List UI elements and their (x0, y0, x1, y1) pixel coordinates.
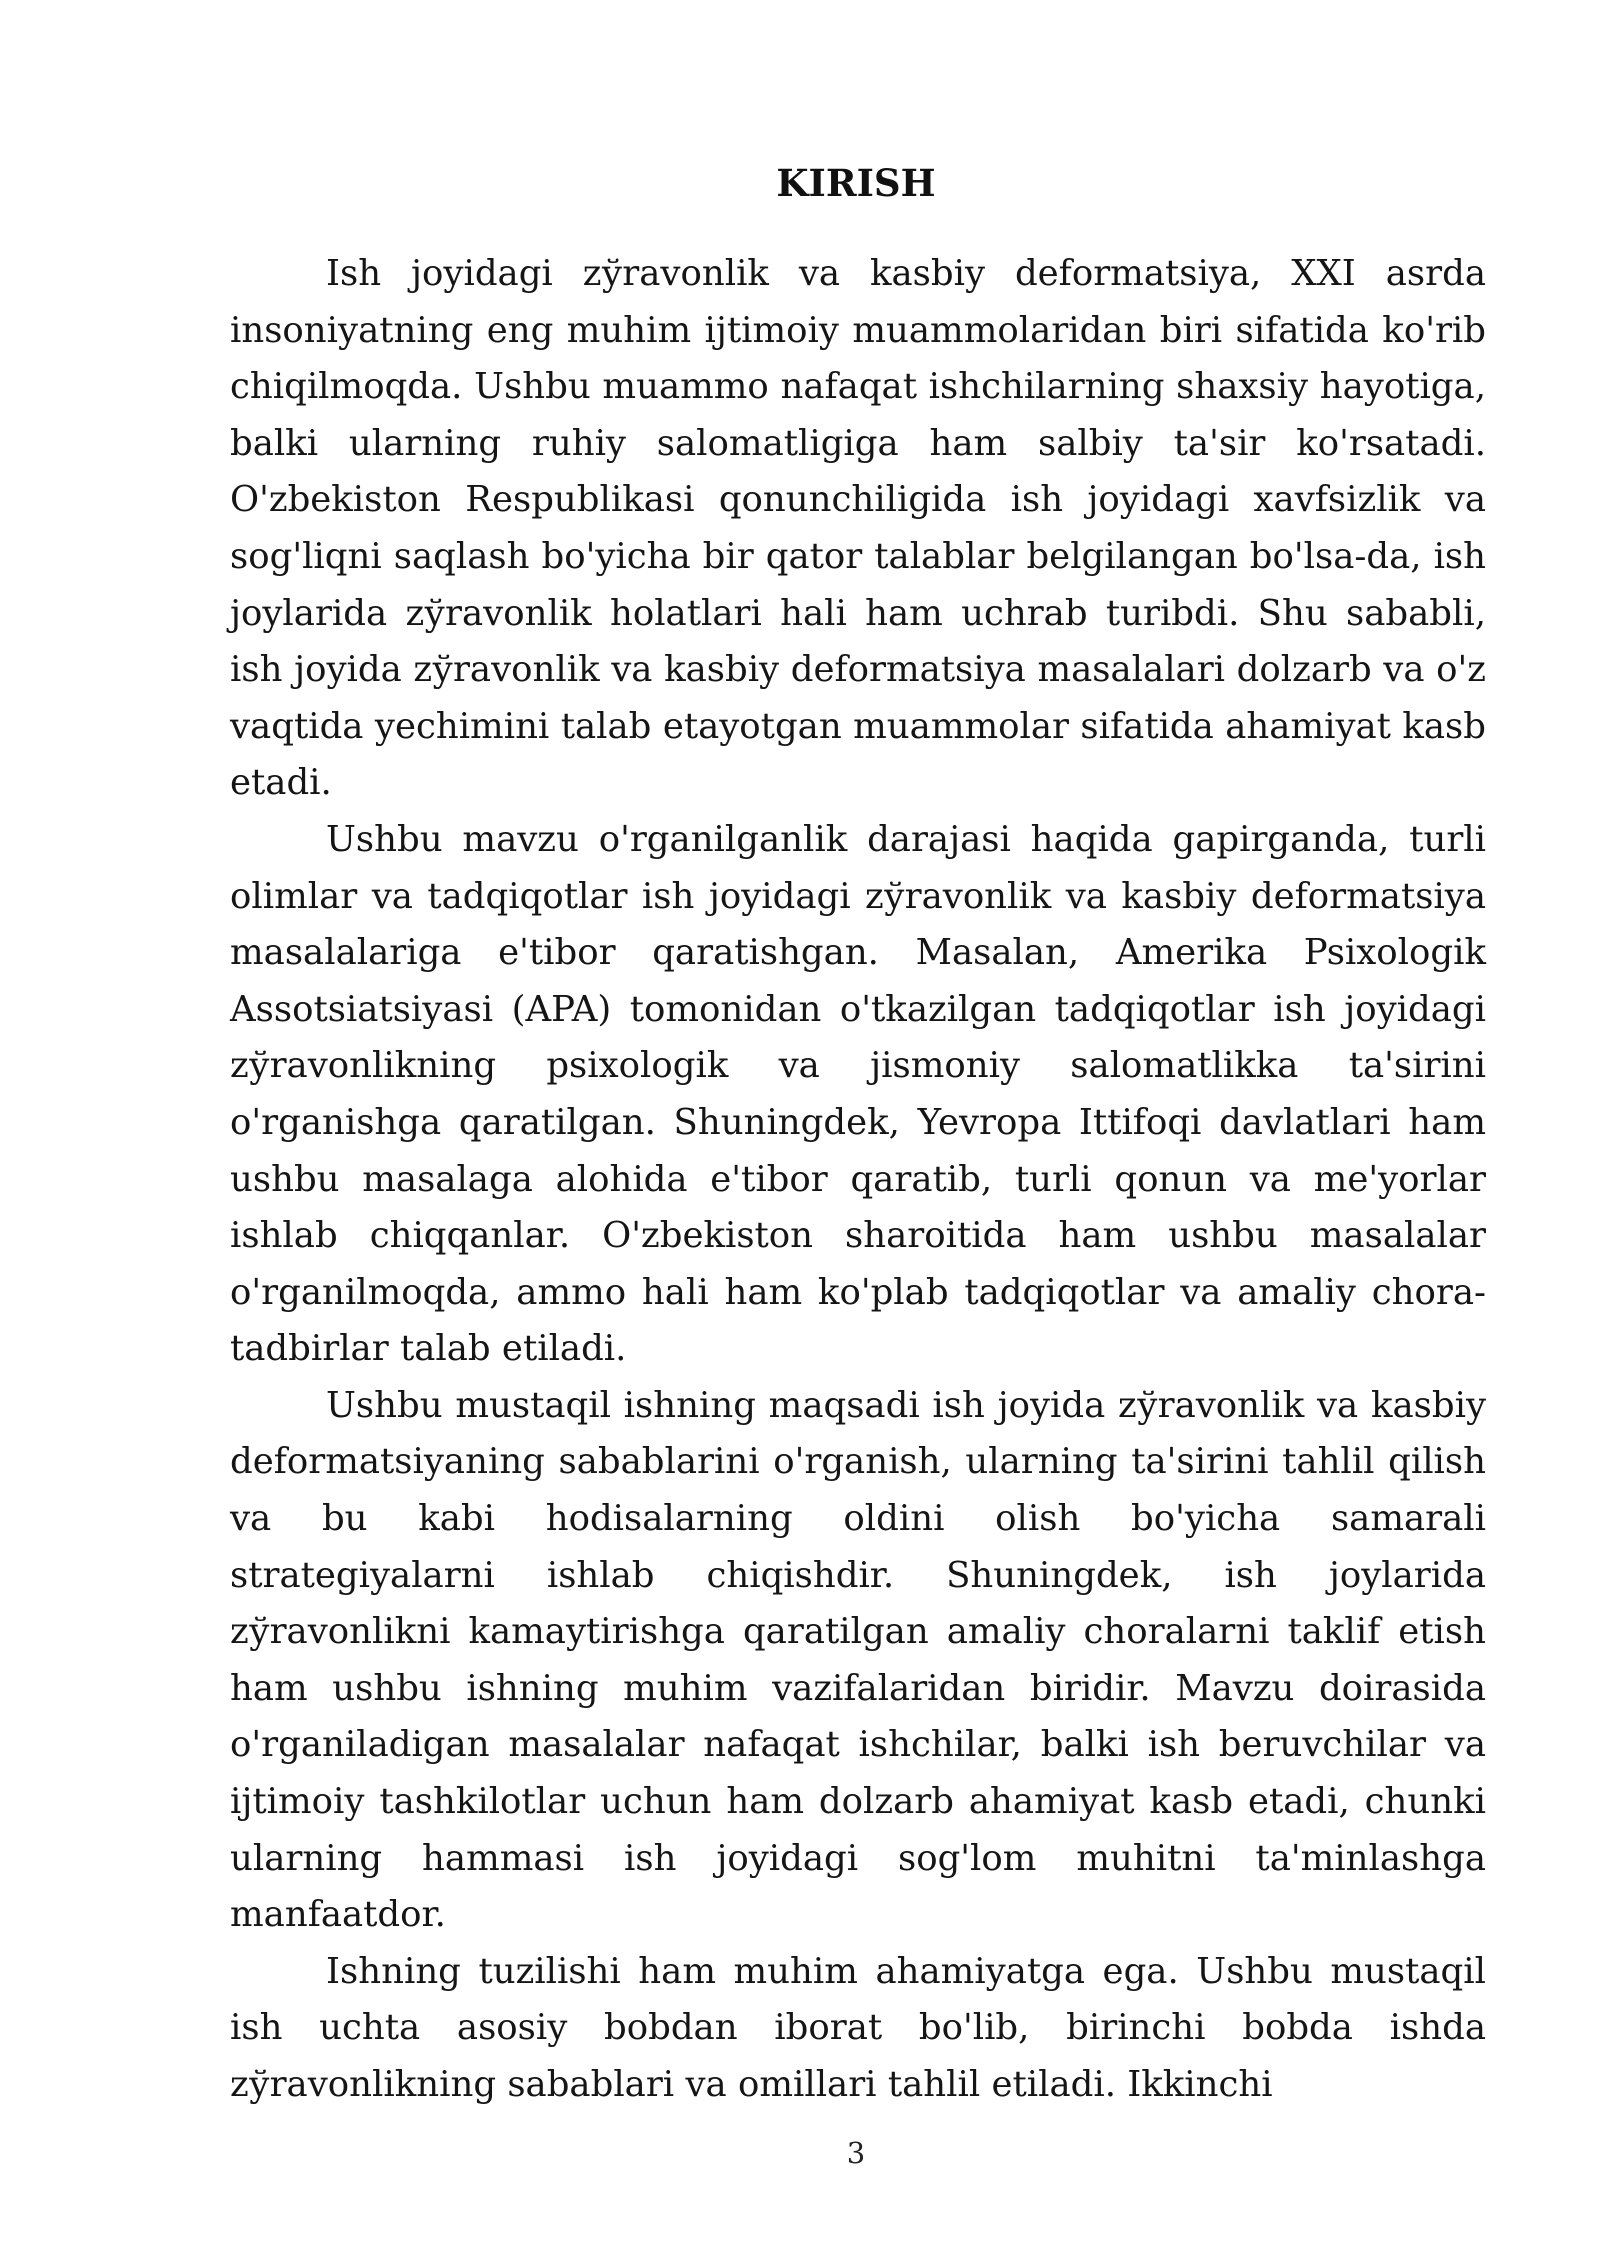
paragraph-4: Ishning tuzilishi ham muhim ahamiyatga ega. Ushbu mustaqil ish uchta asosiy bobdan iborat bo'lib, birinchi bobda ishda zўravonlikning sabablari va omillari tahlil etiladi. Ikkinchi (230, 1950, 1486, 2105)
page-number: 3 (846, 2136, 866, 2170)
paragraph-3: Ushbu mustaqil ishning maqsadi ish joyida zўravonlik va kasbiy deformatsiyaning sabablarini o'rganish, ularning ta'sirini tahlil qilish va bu kabi hodisalarning oldini olish bo'yicha samarali strategiyalarni ishlab chiqishdir. Shuningdek, ish joylarida zўravonlikni kamaytirishga qaratilgan amaliy choralarni taklif etish ham ushbu ishning muhim vazifalaridan biridir. Mavzu doirasida o'rganiladigan masalalar nafaqat ishchilar, balki ish beruvchilar va ijtimoiy tashkilotlar uchun ham dolzarb ahamiyat kasb etadi, chunki ularning hammasi ish joyidagi sog'lom muhitni ta'minlashga manfaatdor. (230, 1384, 1486, 1936)
paragraph-2: Ushbu mavzu o'rganilganlik darajasi haqida gapirganda, turli olimlar va tadqiqotlar ish joyidagi zўravonlik va kasbiy deformatsiya masalalariga e'tibor qaratishgan. Masalan, Amerika Psixologik Assotsiatsiyasi (APA) tomonidan o'tkazilgan tadqiqotlar ish joyidagi zўravonlikning psixologik va jismoniy salomatlikka ta'sirini o'rganishga qaratilgan. Shuningdek, Yevropa Ittifoqi davlatlari ham ushbu masalaga alohida e'tibor qaratib, turli qonun va me'yorlar ishlab chiqqanlar. O'zbekiston sharoitida ham ushbu masalalar o'rganilmoqda, ammo hali ham ko'plab tadqiqotlar va amaliy chora-tadbirlar talab etiladi. (230, 818, 1486, 1370)
section-heading: KIRISH (776, 161, 936, 205)
paragraph-1: Ish joyidagi zўravonlik va kasbiy deformatsiya, XXI asrda insoniyatning eng muhim ijtimoiy muammolaridan biri sifatida ko'rib chiqilmoqda. Ushbu muammo nafaqat ishchilarning shaxsiy hayotiga, balki ularning ruhiy salomatligiga ham salbiy ta'sir ko'rsatadi. O'zbekiston Respublikasi qonunchiligida ish joyidagi xavfsizlik va sog'liqni saqlash bo'yicha bir qator talablar belgilangan bo'lsa-da, ish joylarida zўravonlik holatlari hali ham uchrab turibdi. Shu sababli, ish joyida zўravonlik va kasbiy deformatsiya masalalari dolzarb va o'z vaqtida yechimini talab etayotgan muammolar sifatida ahamiyat kasb etadi. (230, 253, 1486, 804)
body-text (230, 246, 1486, 2114)
